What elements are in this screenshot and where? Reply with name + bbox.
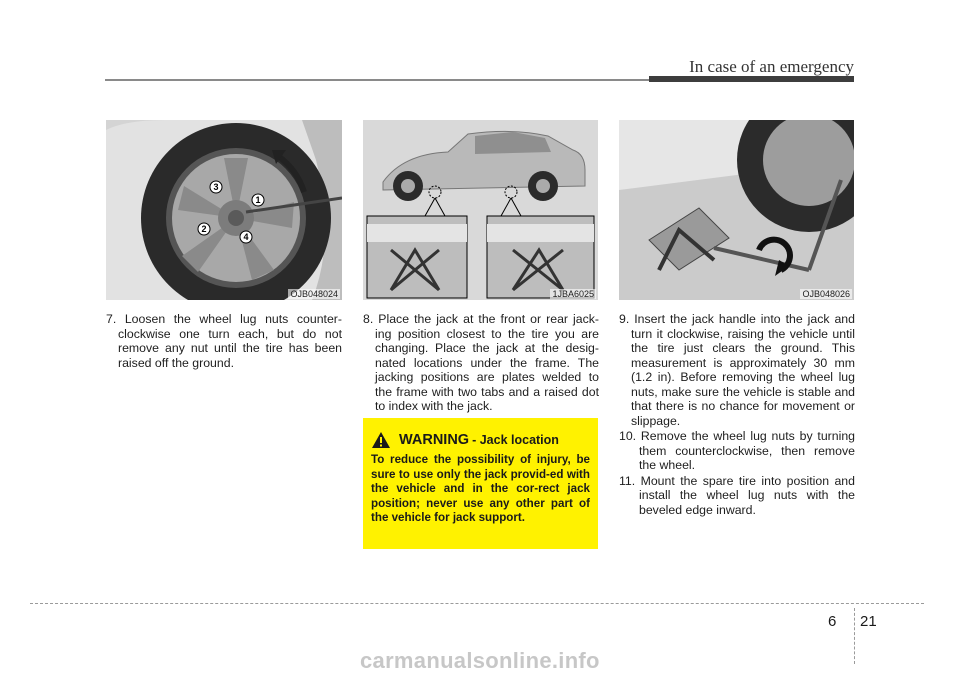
callout-4 — [240, 231, 252, 243]
watermark: carmanualsonline.info — [360, 648, 600, 673]
callout-3 — [210, 181, 222, 193]
section-title: In case of an emergency — [689, 57, 854, 76]
car-jack-illustration — [363, 120, 598, 300]
footer-rule — [30, 603, 924, 604]
warning-triangle-icon — [371, 431, 391, 449]
warning-text: To reduce the possibility of injury, be sure to use only the jack provid-ed with the vehicle and in the cor-rect jack position; never use any other part of the vehicle for jack support. — [371, 453, 590, 525]
step-11: 11. Mount the spare tire into position and install the wheel lug nuts with the beveled edge inward. — [619, 473, 855, 517]
chapter-number: 6 — [828, 613, 837, 630]
header-rule-accent — [649, 76, 854, 82]
svg-text:4: 4 — [243, 232, 249, 242]
footer-divider — [854, 608, 855, 664]
step-8: 8. Place the jack at the front or rear jack-ing position closest to the tire you are changing. Place the jack at the desig-nated locations under the frame. The jacking positions are plates welded to the frame with two tabs and a raised dot to index with the jack. — [363, 312, 599, 413]
step-7: 7. Loosen the wheel lug nuts counter-clockwise one turn each, but do not remove any nut until the tire has been raised off the ground. — [106, 312, 342, 370]
warning-box — [363, 418, 598, 549]
figure-wheel-lug-nuts — [106, 120, 342, 300]
figure-jack-location — [363, 120, 598, 300]
svg-text:1: 1 — [255, 195, 261, 205]
warning-header — [371, 431, 590, 449]
step-9: 9. Insert the jack handle into the jack and turn it clockwise, raising the vehicle until the tire just clears the ground. This measurement is approximately 30 mm (1.2 in). Before removing the wheel lug nuts, make sure the vehicle is stable and that there is no chance for movement or slippage. — [619, 312, 855, 428]
figure-code: OJB048024 — [290, 289, 338, 299]
column-1 — [106, 312, 342, 371]
column-2 — [363, 312, 599, 415]
column-3 — [619, 312, 855, 518]
warning-title: WARNING — [399, 432, 470, 448]
svg-text:3: 3 — [213, 182, 219, 192]
page-number: 21 — [860, 613, 877, 630]
callout-2 — [198, 223, 210, 235]
figure-code: 1JBA6025 — [552, 289, 594, 299]
figure-code: OJB048026 — [802, 289, 850, 299]
svg-text:2: 2 — [201, 224, 207, 234]
callout-1 — [252, 194, 264, 206]
jack-handle-illustration — [619, 120, 854, 300]
figure-jack-handle — [619, 120, 854, 300]
step-10: 10. Remove the wheel lug nuts by turning them counterclockwise, then remove the wheel. — [619, 429, 855, 472]
warning-subtitle: - Jack location — [472, 433, 559, 447]
